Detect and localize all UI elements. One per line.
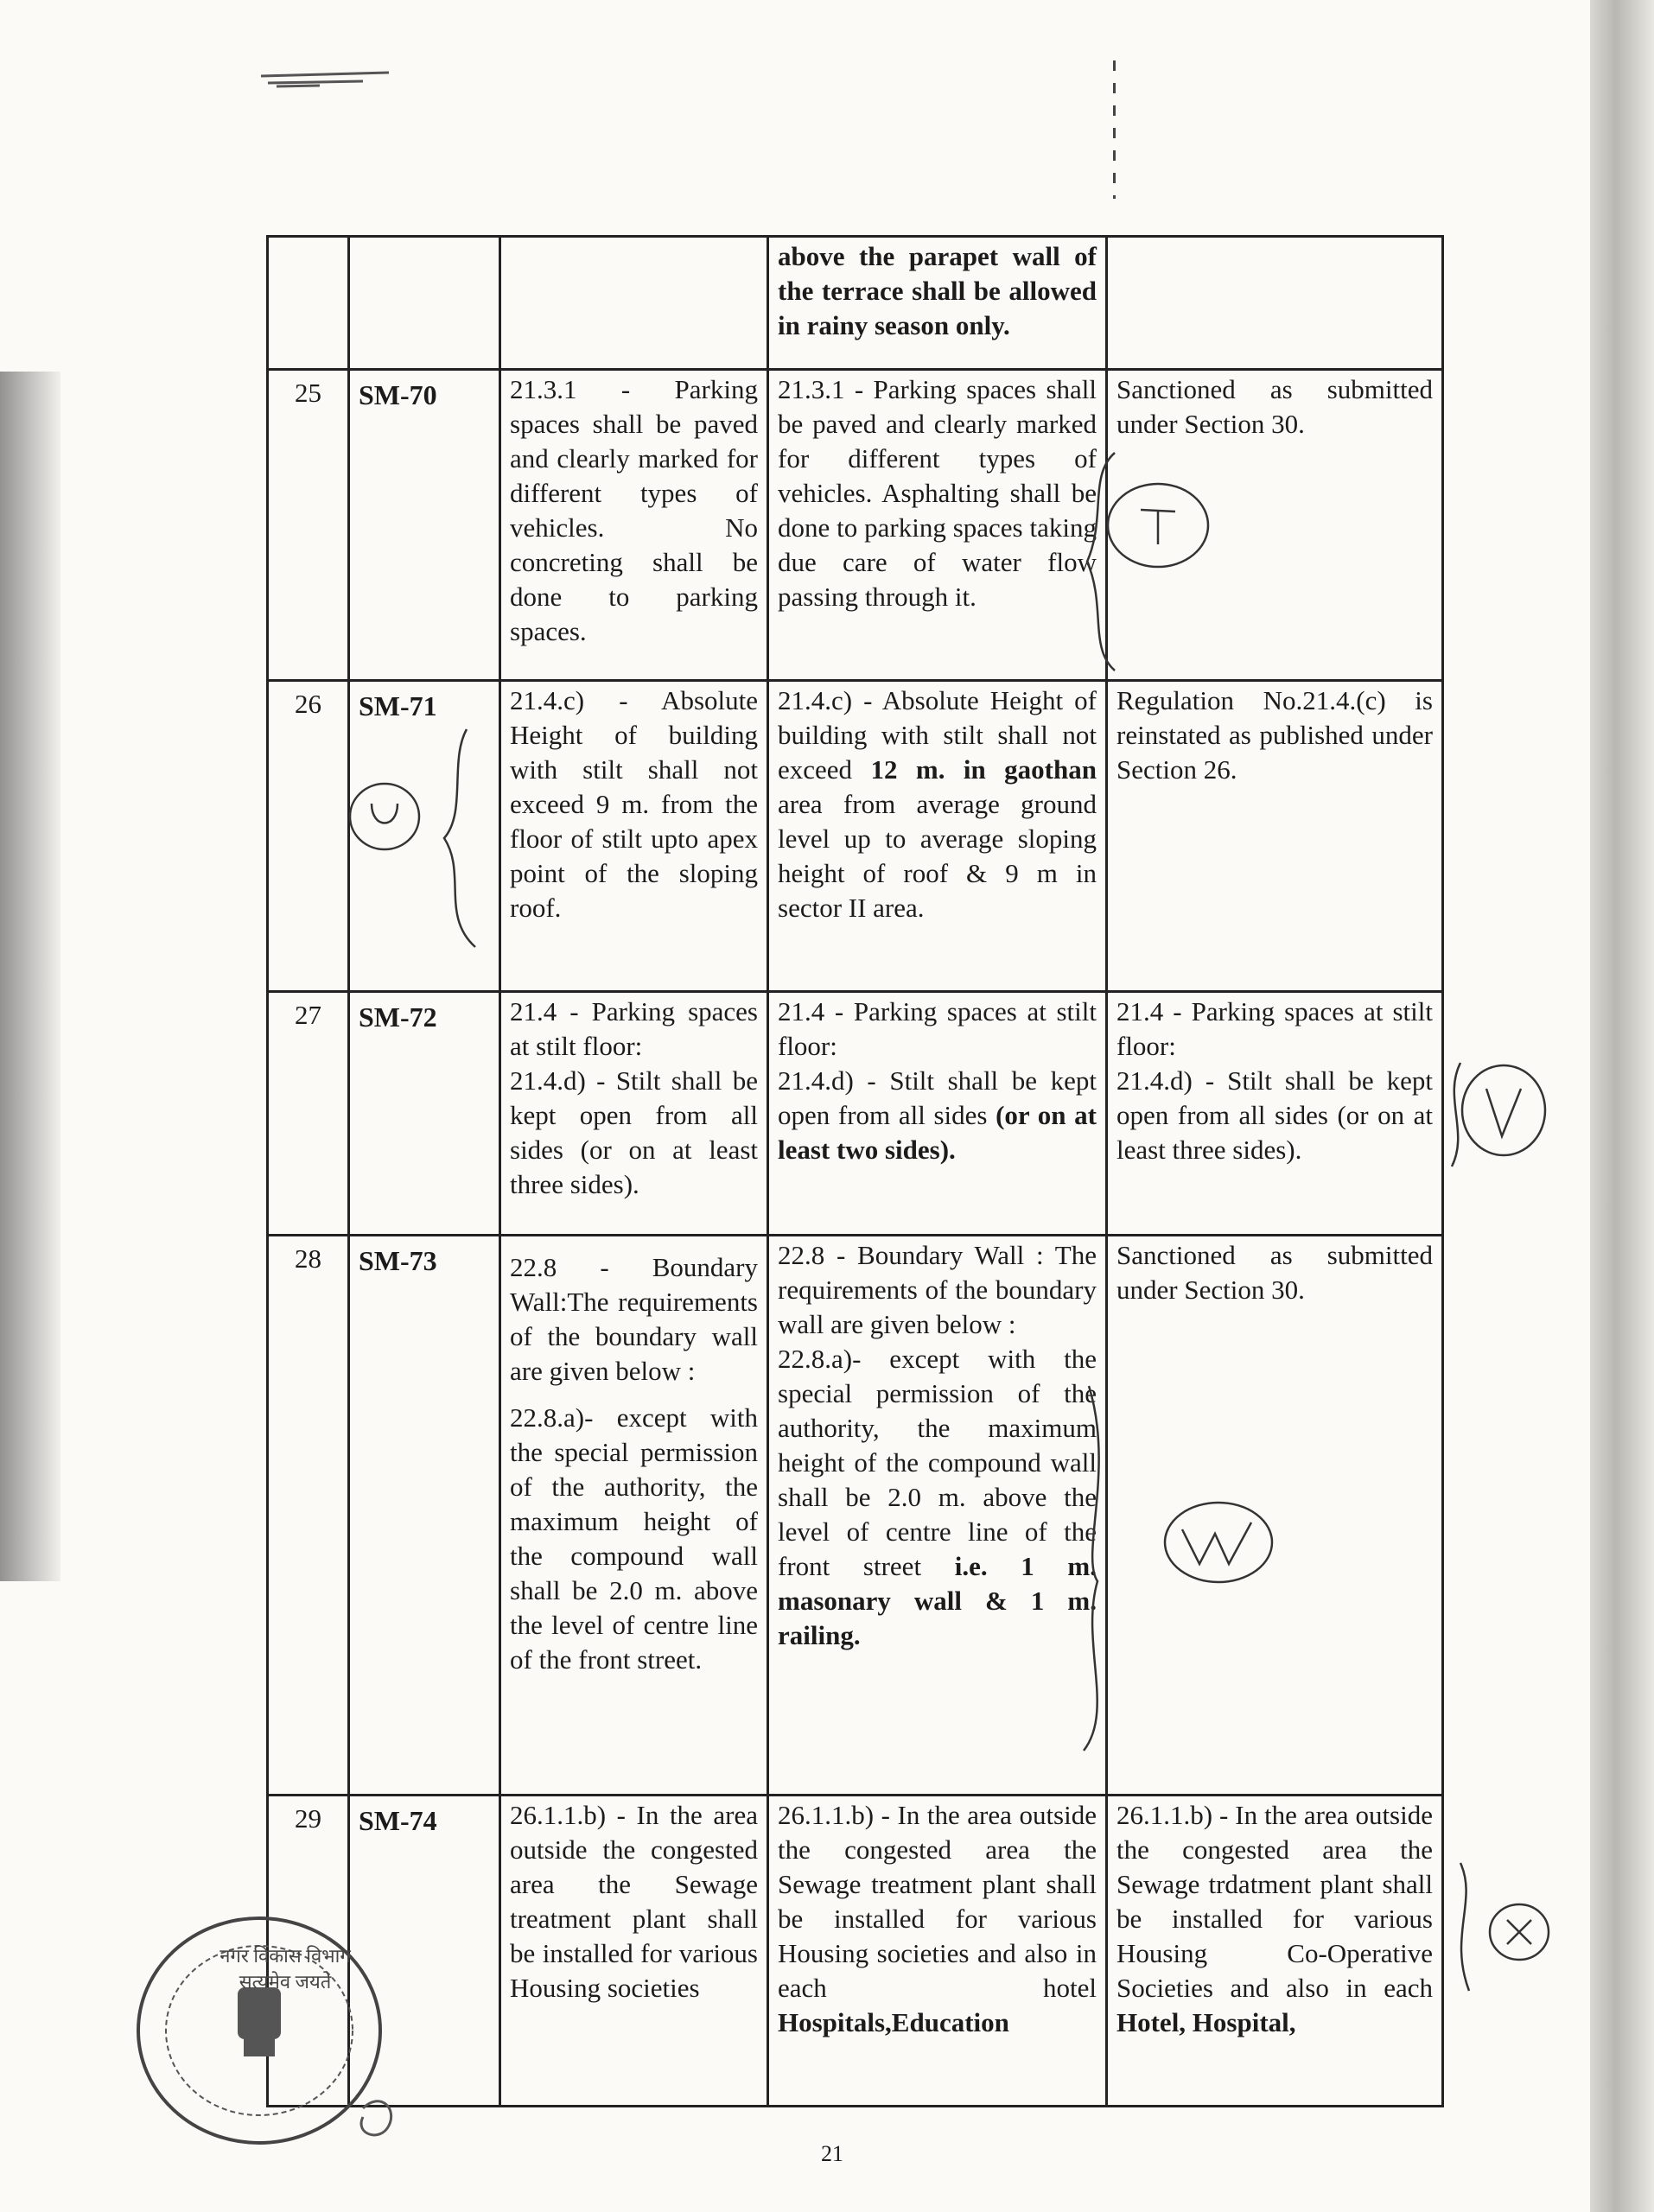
page-edge-shadow [1590,0,1654,2212]
sanctioned-text-bold: Hotel, Hospital, [1116,2007,1296,2037]
proposed-text-bold: 12 m. in gaothan [870,754,1097,785]
existing-clause: 21.4.d) - Stilt shall be kept open from all sides (or on at least three sides). [510,1065,758,1199]
modification-code: SM-72 [349,992,500,1236]
sanctioned-text: Sanctioned as submitted under Section 30. [1107,370,1443,681]
proposed-clause: 21.4.d) - Stilt shall be kept open from all sides [778,1065,1097,1130]
proposed-clause: 22.8.a)- except with the special permission of the authority, the maximum height of the compound wall shall be 2.0 m. above the level of centre line of the front street [778,1344,1097,1581]
sanctioned-text: Regulation No.21.4.(c) is reinstated as published under Section 26. [1107,681,1443,992]
table-row [268,992,1443,1236]
table-row [268,237,1443,370]
modification-code: SM-71 [349,681,500,992]
handwritten-circle-u-annotation [341,778,428,855]
proposed-text [768,1796,1107,2107]
existing-text: 21.4.c) - Absolute Height of building with stilt shall not exceed 9 m. from the floor of stilt upto apex point of the sloping roof. [500,681,768,992]
existing-text [500,237,768,370]
existing-clause: 22.8.a)- except with the special permission of the authority, the maximum height of the compound wall shall be 2.0 m. above the level of centre line of the front street. [510,1402,758,1675]
sanctioned-text [1107,1796,1443,2107]
proposed-text-bold: (or on at least two sides). [778,1100,1097,1165]
handwritten-brace-annotation [1080,449,1132,674]
proposed-text: 21.3.1 - Parking spaces shall be paved and clearly marked for different types of vehicles. Asphalting shall be done to parking spaces taking due care of water flow passing through it. [768,370,1107,681]
modification-code: SM-74 [349,1796,500,2107]
proposed-text [768,681,1107,992]
top-ink-mark [259,71,398,90]
proposed-text [768,992,1107,1236]
sanctioned-text: Sanctioned as submitted under Section 30. [1107,1236,1443,1796]
proposed-text-part: 21.4.c) - Absolute Height of building with stilt shall not exceed [778,685,1097,785]
proposed-heading: 21.4 - Parking spaces at stilt floor: [778,996,1097,1061]
proposed-text [768,1236,1107,1796]
sanctioned-text [1107,237,1443,370]
existing-text: 21.3.1 - Parking spaces shall be paved and clearly marked for different types of vehicles. No concreting shall be done to parking spaces. [500,370,768,681]
handwritten-brace-annotation [1072,1382,1123,1754]
proposed-text-part: 26.1.1.b) - In the area outside the congested area the Sewage treatment plant shall be installed for various Housing societies and also in each hotel [778,1800,1097,2003]
modification-code: SM-70 [349,370,500,681]
existing-text: 26.1.1.b) - In the area outside the congested area the Sewage treatment plant shall be installed for various Housing societies [500,1796,768,2107]
sanctioned-clause: 21.4.d) - Stilt shall be kept open from all sides (or on at least three sides). [1116,1065,1433,1165]
proposed-text-bold: i.e. 1 m. masonary wall & 1 m. railing. [778,1551,1097,1650]
table-row [268,370,1443,681]
proposed-heading: 22.8 - Boundary Wall : The requirements of the boundary wall are given below : [778,1240,1097,1339]
proposed-text-part: area from average ground level up to average sloping height of roof & 9 m in sector II area. [778,789,1097,923]
existing-text [500,992,768,1236]
page-number: 21 [821,2141,843,2166]
handwritten-circle-x-annotation [1443,1858,1555,1996]
seal-text: नगर विकास विभाग सत्यमेव जयते [219,1945,351,1993]
proposed-text: above the parapet wall of the terrace shall be allowed in rainy season only. [768,237,1107,370]
modification-code [349,237,500,370]
sanctioned-heading: 21.4 - Parking spaces at stilt floor: [1116,996,1433,1061]
handwritten-circle-w-annotation [1158,1495,1279,1590]
row-number [268,237,349,370]
dashed-margin-line [1113,60,1116,199]
handwritten-circle-v-annotation [1443,1054,1555,1175]
proposed-text-bold: Hospitals,Education [778,2007,1009,2037]
sanctioned-text-part: 26.1.1.b) - In the area outside the congested area the Sewage trdatment plant shall be installed for various Housing Co-Operative Societies and also in each [1116,1800,1433,2003]
existing-heading: 22.8 - Boundary Wall:The requirements of the boundary wall are given below : [510,1252,758,1386]
modification-table [266,235,1444,2107]
modification-code: SM-73 [349,1236,500,1796]
row-number: 28 [268,1236,349,1796]
existing-heading: 21.4 - Parking spaces at stilt floor: [510,996,758,1061]
handwritten-brace-annotation [432,726,484,950]
row-number: 29 [268,1796,349,2107]
row-number: 25 [268,370,349,681]
existing-text [500,1236,768,1796]
row-number: 26 [268,681,349,992]
table-row [268,1796,1443,2107]
scan-smudge [0,372,60,1581]
sanctioned-text [1107,992,1443,1236]
row-number: 27 [268,992,349,1236]
